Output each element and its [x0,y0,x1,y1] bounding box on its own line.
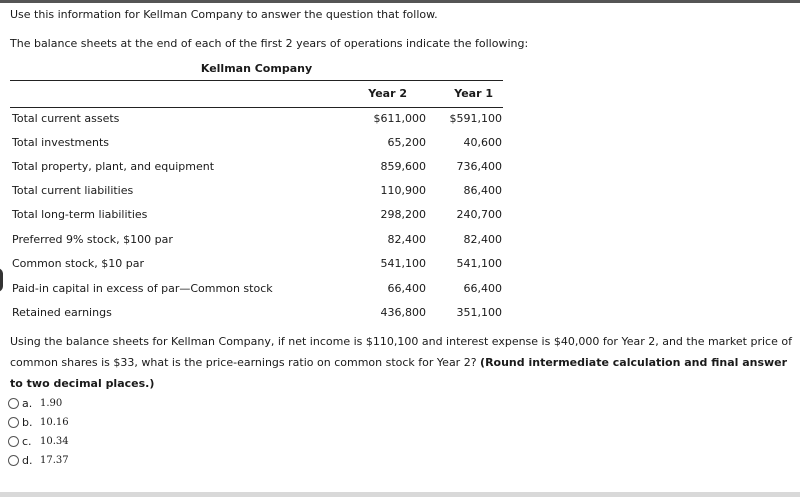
row-value-year2: 541,100 [380,257,426,270]
top-border [0,0,800,3]
row-value-year2: $611,000 [373,112,426,125]
choice-value: 1.90 [40,398,63,409]
choice-value: 10.16 [40,417,69,428]
row-value-year2: 82,400 [387,233,426,246]
intro-text: Use this information for Kellman Company to answer the question that follow. [10,8,438,21]
bottom-border [0,492,800,497]
choice-letter: c. [22,435,32,448]
row-value-year1: 66,400 [463,282,502,295]
row-value-year2: 298,200 [380,208,426,221]
column-header-year2: Year 2 [368,87,407,100]
table-row [10,112,503,136]
table-row [10,160,503,184]
row-label: Retained earnings [12,306,112,319]
row-value-year1: $591,100 [449,112,502,125]
table-row [10,306,503,330]
radio-button[interactable] [8,455,19,466]
choice-value: 10.34 [40,436,69,447]
choice-letter: a. [22,397,33,410]
table-header-rule [10,107,503,108]
question-instruction: (Round intermediate calculation and final answer to two decimal places.) [10,356,788,390]
row-label: Preferred 9% stock, $100 par [12,233,173,246]
row-label: Total current liabilities [12,184,134,197]
table-row [10,136,503,160]
row-value-year1: 351,100 [456,306,502,319]
radio-button[interactable] [8,436,19,447]
row-label: Total property, plant, and equipment [12,160,215,173]
table-title: Kellman Company [200,62,313,75]
context-text: The balance sheets at the end of each of the first 2 years of operations indicate the following: [10,37,529,50]
row-value-year2: 436,800 [380,306,426,319]
table-top-rule [10,80,503,81]
row-value-year2: 66,400 [387,282,426,295]
table-row [10,282,503,306]
row-value-year2: 859,600 [380,160,426,173]
row-value-year2: 65,200 [387,136,426,149]
column-header-year1: Year 1 [454,87,493,100]
row-value-year1: 736,400 [456,160,502,173]
row-value-year1: 82,400 [463,233,502,246]
radio-button[interactable] [8,398,19,409]
question-text [10,331,796,394]
row-value-year2: 110,900 [380,184,426,197]
row-value-year1: 40,600 [463,136,502,149]
table-row [10,233,503,257]
row-value-year1: 86,400 [463,184,502,197]
radio-button[interactable] [8,417,19,428]
row-label: Total current assets [12,112,120,125]
row-label: Paid-in capital in excess of par—Common stock [12,282,273,295]
question-body: Using the balance sheets for Kellman Company, if net income is $110,100 and interest expense is $40,000 for Year 2, and the market price of common shares is $33, what is the price-earnings ratio on common stock for Year 2? [10,335,792,369]
choice-value: 17.37 [40,455,69,466]
row-label: Common stock, $10 par [12,257,144,270]
left-edge-marker [0,268,3,292]
row-label: Total investments [12,136,110,149]
row-value-year1: 240,700 [456,208,502,221]
row-value-year1: 541,100 [456,257,502,270]
choice-letter: b. [22,416,33,429]
choice-letter: d. [22,454,33,467]
table-row [10,257,503,281]
row-label: Total long-term liabilities [12,208,148,221]
table-row [10,208,503,232]
table-row [10,184,503,208]
